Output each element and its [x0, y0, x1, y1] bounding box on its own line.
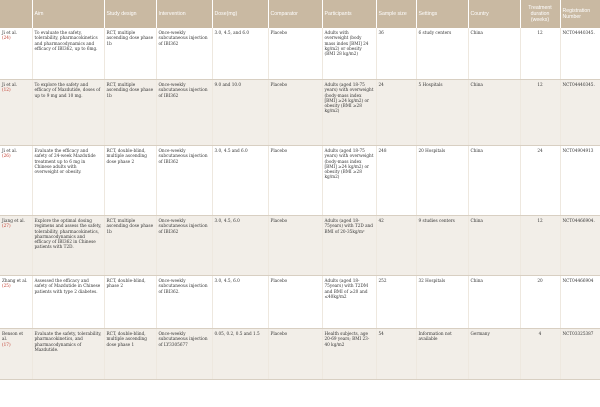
- header-settings: Settings: [416, 0, 468, 28]
- reference-link[interactable]: (17): [2, 341, 11, 347]
- comparator-cell: Placebo: [268, 216, 322, 276]
- country-cell: China: [468, 80, 520, 146]
- study-cell: [0, 146, 32, 216]
- sample-size-cell: 42: [376, 216, 416, 276]
- reference-link[interactable]: (25): [2, 283, 11, 289]
- header-registration-number: Registration Number: [560, 0, 600, 28]
- dose-cell: 3.0, 4.5, 6.0: [212, 276, 268, 329]
- reference-link[interactable]: (26): [2, 153, 11, 159]
- registration-cell: NCT04440345.: [560, 80, 600, 146]
- aim-cell: To evaluate the safety, tolerability, pharmacokinetics and pharmacodynamics and efficacy of IBI362, up to 6mg.: [32, 28, 104, 80]
- dose-cell: 0.05, 0.2, 0.5 and 1.5: [212, 329, 268, 380]
- registration-cell: NCT04440345.: [560, 28, 600, 80]
- duration-cell: 24: [520, 146, 560, 216]
- study-author: Zhang et al.: [2, 278, 28, 283]
- intervention-cell: Once-weekly subcutaneous injection of IBI362.: [156, 276, 212, 329]
- header-comparator: Comparator: [268, 0, 322, 28]
- study-author: Benson et al.: [2, 331, 24, 342]
- country-cell: China: [468, 146, 520, 216]
- registration-cell: NCT04466904: [560, 276, 600, 329]
- duration-cell: 12: [520, 80, 560, 146]
- participants-cell: Health subjects, age 20-69 years; BMI 23-40 kg/m2: [322, 329, 376, 380]
- participants-cell: Adults with overweight (body mass index [BMI] 24 kg/m2) or obesity (BMI 28 kg/m2): [322, 28, 376, 80]
- duration-cell: 4: [520, 329, 560, 380]
- study-author: Ji et al.: [2, 30, 18, 35]
- table-row: [0, 216, 600, 276]
- comparator-cell: Placebo: [268, 329, 322, 380]
- participants-cell: Adults (aged 18-75years) with T2D and BMI of 20-35kg/m²: [322, 216, 376, 276]
- comparator-cell: Placebo: [268, 28, 322, 80]
- country-cell: China: [468, 216, 520, 276]
- duration-cell: 12: [520, 216, 560, 276]
- settings-cell: 32 Hospitals: [416, 276, 468, 329]
- intervention-cell: Once-weekly subcutaneous injection of LY3305677: [156, 329, 212, 380]
- intervention-cell: Once-weekly subcutaneous injection of IBI362: [156, 80, 212, 146]
- dose-cell: 3.0, 4.5, and 6.0: [212, 28, 268, 80]
- participants-cell: Adults (aged 18-75years) with T2DM and BMI of ≥20 and ≤40kg/m2: [322, 276, 376, 329]
- aim-cell: Explore the optimal dosing regimens and assess the safety, tolerability, pharmacokinetics, pharmacodynamics and efficacy of IBI362 in Chinese patients with T2D.: [32, 216, 104, 276]
- table-row: [0, 329, 600, 380]
- registration-cell: NCT03325387: [560, 329, 600, 380]
- design-cell: RCT, double-blind, multiple ascending dose phase 1: [104, 329, 156, 380]
- design-cell: RCT, multiple ascending dose phase 1b: [104, 28, 156, 80]
- study-cell: [0, 80, 32, 146]
- country-cell: China: [468, 28, 520, 80]
- header-aim: Aim: [32, 0, 104, 28]
- settings-cell: 6 study centers: [416, 28, 468, 80]
- study-cell: [0, 329, 32, 380]
- comparator-cell: Placebo: [268, 80, 322, 146]
- table-body: [0, 28, 600, 380]
- settings-cell: 9 studies centers: [416, 216, 468, 276]
- design-cell: RCT, multiple ascending dose phase 1b: [104, 80, 156, 146]
- aim-cell: To explore the safety and efficacy of Mazdutide, doses of up to 9 mg and 10 mg.: [32, 80, 104, 146]
- country-cell: Germany: [468, 329, 520, 380]
- registration-cell: NCT04466904.: [560, 216, 600, 276]
- table-row: [0, 28, 600, 80]
- header-dose: Dose(mg): [212, 0, 268, 28]
- aim-cell: Evaluate the efficacy and safety of 24-week Mazdutide treatment up to 6 mg in Chinese adults with overweight or obesity.: [32, 146, 104, 216]
- registration-cell: NCT04904913: [560, 146, 600, 216]
- settings-cell: 20 Hospitals: [416, 146, 468, 216]
- study-cell: [0, 216, 32, 276]
- study-author: Jiang et al.: [2, 218, 25, 223]
- header-row: [0, 0, 600, 28]
- participants-cell: Adults (aged 18-75 years) with overweight (body-mass index [BMI] ≥24 kg/m2) or obesity (BMI ≥28 kg/m2): [322, 146, 376, 216]
- study-author: Ji et al.: [2, 82, 18, 87]
- comparator-cell: Placebo: [268, 276, 322, 329]
- sample-size-cell: 252: [376, 276, 416, 329]
- aim-cell: Evaluate the safety, tolerability, pharmacokinetics, and pharmacodynamics of Mazdutide.: [32, 329, 104, 380]
- table-row: [0, 80, 600, 146]
- study-cell: [0, 276, 32, 329]
- dose-cell: 9.0 and 10.0: [212, 80, 268, 146]
- table-header: [0, 0, 600, 28]
- table-row: [0, 276, 600, 329]
- comparator-cell: Placebo: [268, 146, 322, 216]
- duration-cell: 12: [520, 28, 560, 80]
- sample-size-cell: 24: [376, 80, 416, 146]
- settings-cell: Information not available: [416, 329, 468, 380]
- header-study-design: Study design: [104, 0, 156, 28]
- header-sample-size: Sample size: [376, 0, 416, 28]
- design-cell: RCT, double-blind, phase 2: [104, 276, 156, 329]
- header-intervention: Intervention: [156, 0, 212, 28]
- dose-cell: 3.0, 4.5 and 6.0: [212, 146, 268, 216]
- study-author: Ji et al.: [2, 148, 18, 153]
- country-cell: China: [468, 276, 520, 329]
- table-row: [0, 146, 600, 216]
- header-treatment-duration: Treatment duration (weeks): [520, 0, 560, 28]
- aim-cell: Assessed the efficacy and safety of Mazdutide in Chinese patients with type 2 diabetes.: [32, 276, 104, 329]
- dose-cell: 3.0, 4.5, 6.0: [212, 216, 268, 276]
- design-cell: RCT, multiple ascending dose phase 1b: [104, 216, 156, 276]
- header-participants: Participants: [322, 0, 376, 28]
- duration-cell: 20: [520, 276, 560, 329]
- header-country: Country: [468, 0, 520, 28]
- participants-cell: Adults (aged 18-75 years) with overweight (body-mass index [BMI] ≥24 kg/m2) or obesity (BMI ≥28 kg/m2): [322, 80, 376, 146]
- reference-link[interactable]: (27): [2, 223, 11, 229]
- sample-size-cell: 36: [376, 28, 416, 80]
- header-study: [0, 0, 32, 28]
- intervention-cell: Once-weekly subcutaneous injection of IBI362: [156, 28, 212, 80]
- sample-size-cell: 248: [376, 146, 416, 216]
- study-cell: [0, 28, 32, 80]
- reference-link[interactable]: (12): [2, 87, 11, 93]
- intervention-cell: Once-weekly subcutaneous injection of IBI362: [156, 216, 212, 276]
- sample-size-cell: 54: [376, 329, 416, 380]
- reference-link[interactable]: (24): [2, 35, 11, 41]
- settings-cell: 5 Hospitals: [416, 80, 468, 146]
- intervention-cell: Once-weekly subcutaneous injection of IBI362: [156, 146, 212, 216]
- design-cell: RCT, double-blind, multiple ascending dose phase 2: [104, 146, 156, 216]
